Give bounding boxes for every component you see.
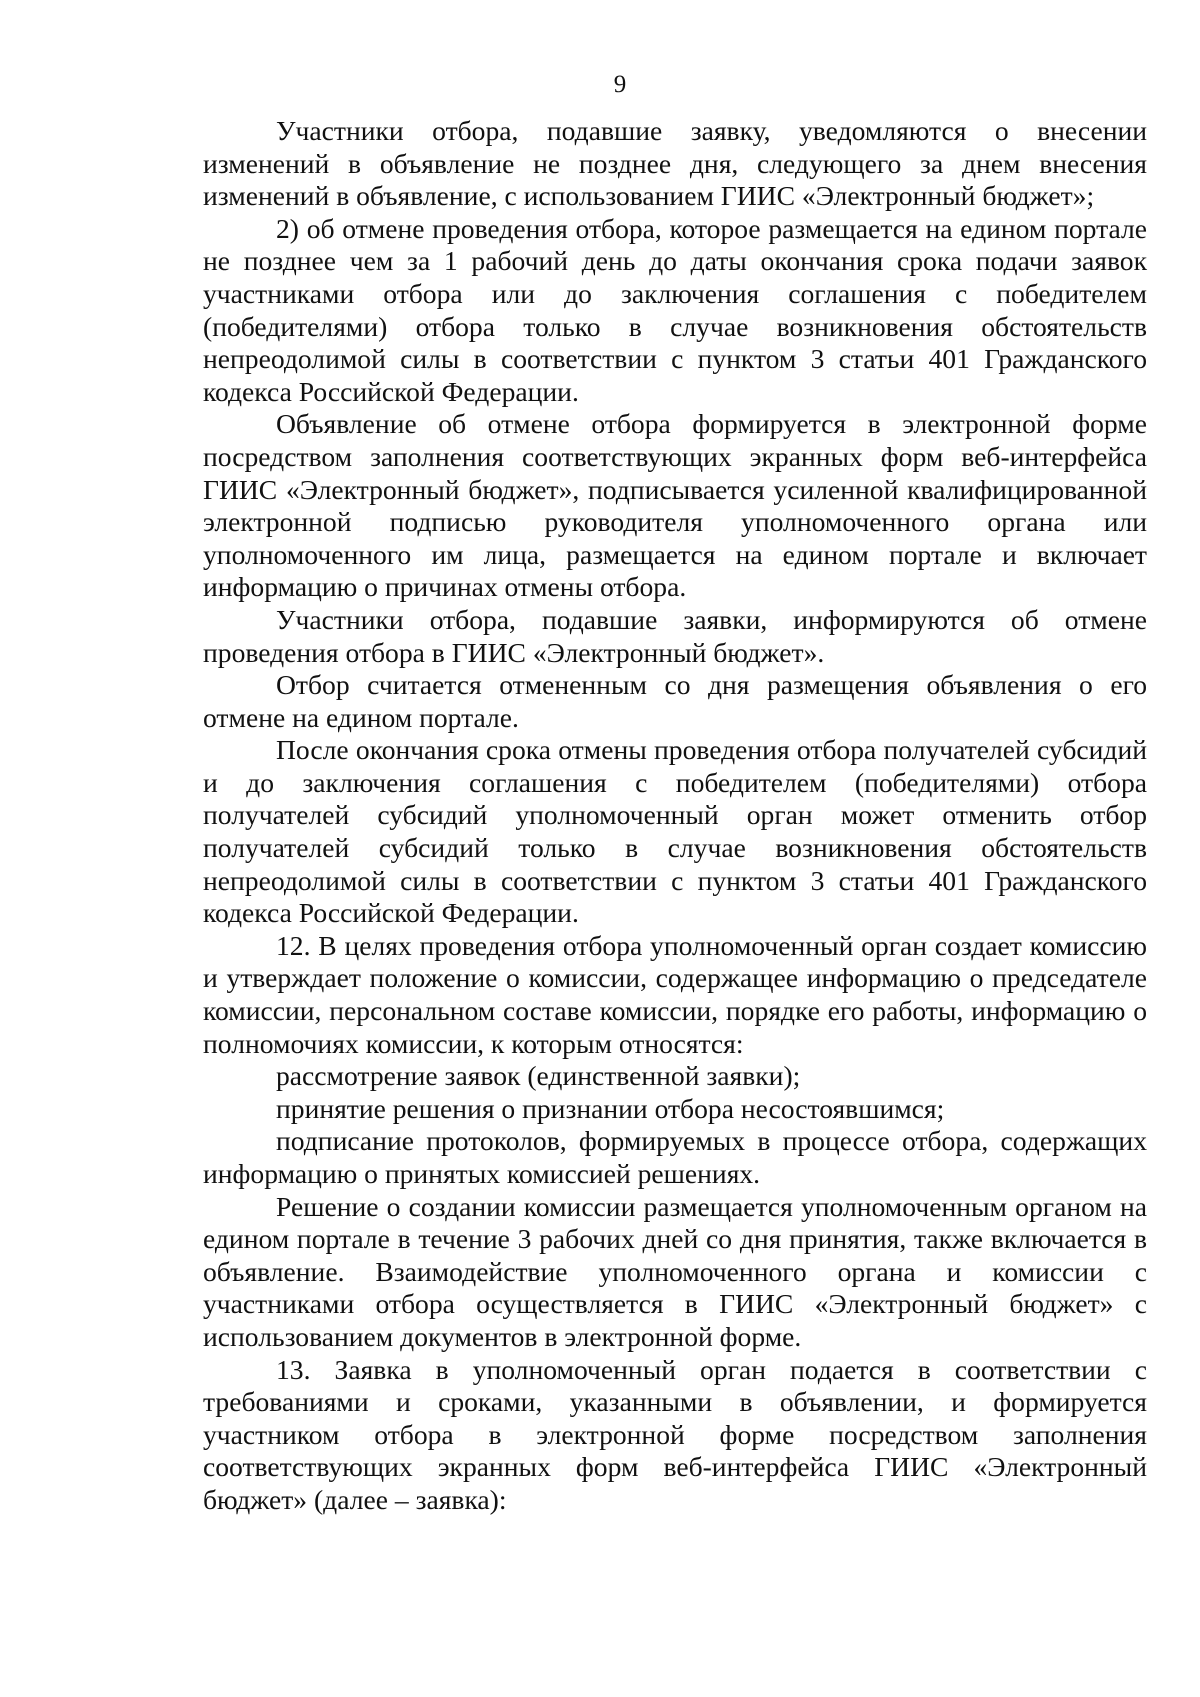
paragraph-commission-power-review: рассмотрение заявок (единственной заявки); [276,1060,801,1092]
paragraph-selection-cancelled: Отбор считается отмененным со дня размещения объявления о его отмене на едином портале. [203,669,1147,733]
paragraph-item-2-cancellation: 2) об отмене проведения отбора, которое размещается на едином портале не позднее чем за 1 рабочий день до даты окончания срока подачи заявок участниками отбора или до заключения соглашения с победителем (победителями) отбора только в случае возникновения обстоятельств непреодолимой силы в соответствии с пунктом 3 статьи 401 Гражданского кодекса Российской Федерации. [203,212,1147,407]
paragraph-commission-creation-decision: Решение о создании комиссии размещается уполномоченным органом на едином портале в течение 3 рабочих дней со дня принятия, также включается в объявление. Взаимодействие уполномоченного органа и комиссии с участниками отбора осуществляется в ГИИС «Электронный бюджет» с использованием документов в электронной форме. [203,1190,1147,1352]
paragraph-cancellation-announcement: Объявление об отмене отбора формируется в электронной форме посредством заполнения соответствующих экранных форм веб-интерфейса ГИИС «Электронный бюджет», подписывается усиленной квалифицированной электронной подписью руководителя уполномоченного органа или уполномоченного им лица, размещается на едином портале и включает информацию о причинах отмены отбора. [203,408,1147,603]
paragraph-item-13-application: 13. Заявка в уполномоченный орган подается в соответствии с требованиями и сроками, указанными в объявлении, и формируется участником отбора в электронной форме посредством заполнения соответствующих экранных форм веб-интерфейса ГИИС «Электронный бюджет» (далее – заявка): [203,1353,1147,1515]
paragraph-commission-power-decision: принятие решения о признании отбора несостоявшимся; [276,1092,945,1124]
paragraph-after-cancellation-period: После окончания срока отмены проведения отбора получателей субсидий и до заключения соглашения с победителем (победителями) отбора получателей субсидий уполномоченный орган может отменить отбор получателей субсидий только в случае возникновения обстоятельств непреодолимой силы в соответствии с пунктом 3 статьи 401 Гражданского кодекса Российской Федерации. [203,734,1147,929]
document-body [203,115,1147,1517]
paragraph-notification-of-changes: Участники отбора, подавшие заявку, уведомляются о внесении изменений в объявление не позднее дня, следующего за днем внесения изменений в объявление, с использованием ГИИС «Электронный бюджет»; [203,115,1147,212]
paragraph-commission-power-protocols: подписание протоколов, формируемых в процессе отбора, содержащих информацию о принятых комиссией решениях. [203,1125,1147,1189]
paragraph-participants-informed: Участники отбора, подавшие заявки, информируются об отмене проведения отбора в ГИИС «Электронный бюджет». [203,603,1147,668]
page-number: 9 [613,71,627,98]
paragraph-item-12-commission: 12. В целях проведения отбора уполномоченный орган создает комиссию и утверждает положение о комиссии, содержащее информацию о председателе комиссии, персональном составе комиссии, порядке его работы, информацию о полномочиях комиссии, к которым относятся: [203,929,1147,1059]
